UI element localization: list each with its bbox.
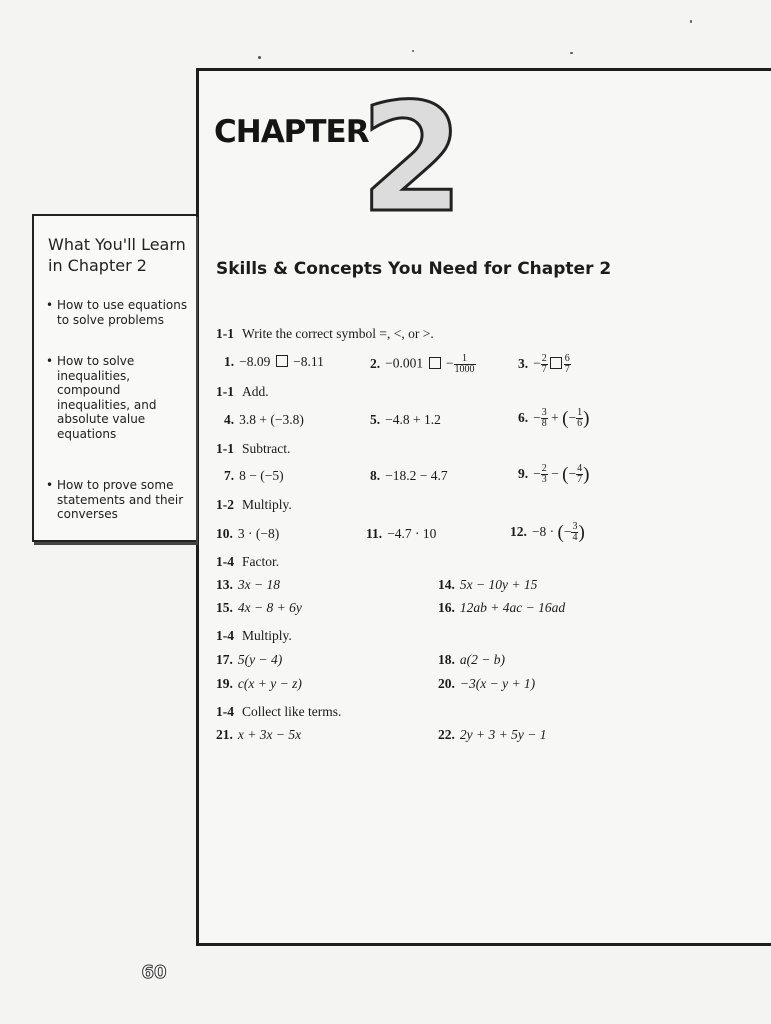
- section-header: 1-1 Add.: [216, 384, 269, 399]
- section-header: 1-1 Subtract.: [216, 441, 291, 456]
- scan-speck: [412, 50, 414, 52]
- problem-1: 1. −8.09 −8.11: [224, 354, 324, 369]
- bullet-icon: •: [46, 298, 54, 312]
- section-header: 1-4 Collect like terms.: [216, 704, 342, 719]
- section-header: 1-2 Multiply.: [216, 497, 292, 512]
- bullet-icon: •: [46, 354, 54, 368]
- bullet-icon: •: [46, 478, 54, 492]
- problem-14: 14. 5x − 10y + 15: [438, 577, 538, 592]
- problem-15: 15. 4x − 8 + 6y: [216, 600, 302, 615]
- problem-16: 16. 12ab + 4ac − 16ad: [438, 600, 566, 615]
- problem-6: 6. − $\frac{3}{8}$ + (− $\frac{1}{6}$ ): [518, 407, 590, 430]
- problem-21: 21. x + 3x − 5x: [216, 727, 302, 742]
- answer-box: [429, 357, 441, 369]
- skills-title: Skills & Concepts You Need for Chapter 2: [216, 259, 612, 279]
- section-header: 1-4 Multiply.: [216, 628, 292, 643]
- problem-20: 20. −3(x − y + 1): [438, 676, 536, 691]
- section-header: 1-4 Factor.: [216, 554, 280, 569]
- scan-speck: [690, 20, 692, 23]
- problem-8: 8. −18.2 − 4.7: [370, 468, 448, 483]
- problem-2: 2. −0.001 − $\frac{1}{1000}$: [370, 353, 475, 375]
- section-header: 1-1 Write the correct symbol =, <, or >.: [216, 326, 434, 341]
- problem-10: 10. 3 · (−8): [216, 526, 280, 541]
- problem-22: 22. 2y + 3 + 5y − 1: [438, 727, 547, 742]
- problem-3: 3. − $\frac{2}{7}$ $\frac{6}{7}$: [518, 353, 570, 375]
- problem-11: 11. −4.7 · 10: [366, 526, 437, 541]
- problem-12: 12. −8 · (− $\frac{3}{4}$ ): [510, 521, 585, 544]
- problem-17: 17. 5(y − 4): [216, 652, 283, 667]
- chapter-heading: CHAPTER: [214, 114, 369, 150]
- chapter-number-graphic: [359, 72, 465, 246]
- problem-18: 18. a(2 − b): [438, 652, 505, 667]
- what-youll-learn-box: [32, 214, 196, 542]
- problem-7: 7. 8 − (−5): [224, 468, 284, 483]
- problem-4: 4. 3.8 + (−3.8): [224, 412, 304, 427]
- scan-speck: [258, 56, 261, 59]
- learn-item: • How to solve inequalities, compound inequalities, and absolute value equations: [46, 354, 157, 441]
- learn-box-title: What You'll Learn in Chapter 2: [48, 235, 186, 275]
- learn-item: • How to use equations to solve problems: [46, 298, 188, 327]
- problem-9: 9. − $\frac{2}{3}$ − (− $\frac{4}{7}$ ): [518, 463, 590, 486]
- learn-item: • How to prove some statements and their converses: [46, 478, 184, 521]
- page-number: 60: [141, 962, 167, 983]
- scan-speck: [570, 52, 573, 54]
- answer-box: [550, 357, 562, 369]
- chapter-number: 2: [359, 72, 465, 246]
- problem-19: 19. c(x + y − z): [216, 676, 302, 691]
- problem-13: 13. 3x − 18: [216, 577, 280, 592]
- answer-box: [276, 355, 288, 367]
- problem-5: 5. −4.8 + 1.2: [370, 412, 441, 427]
